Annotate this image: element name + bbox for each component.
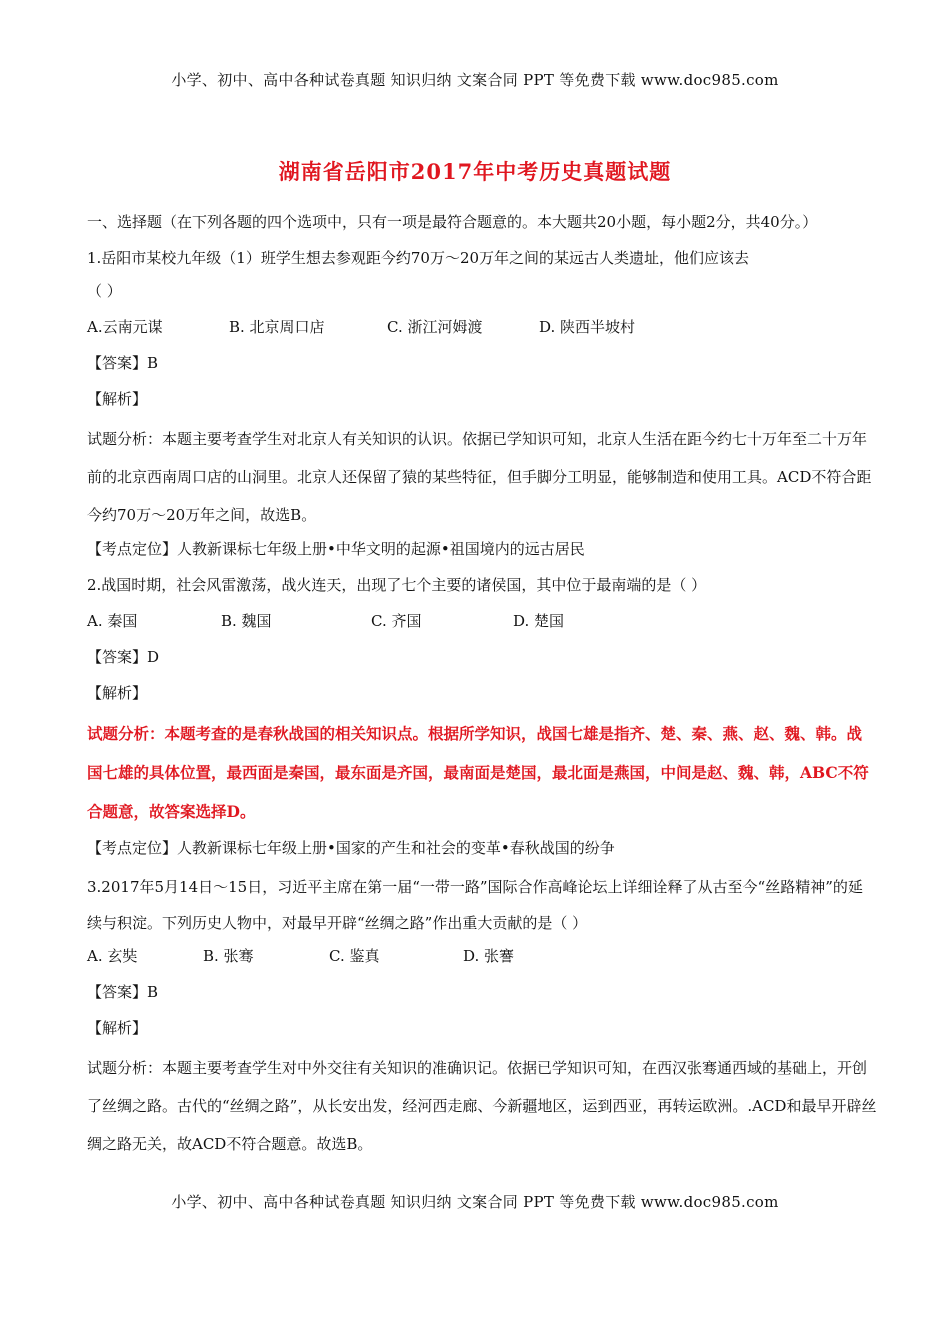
question-1-options xyxy=(87,312,877,348)
question-2-options xyxy=(87,606,877,642)
option-b: B. 魏国 xyxy=(221,612,272,630)
section-instructions: 一、选择题（在下列各题的四个选项中，只有一项是最符合题意的。本大题共20小题，每小题2分，共40分。） xyxy=(87,213,818,231)
document-body xyxy=(87,204,877,1163)
question-1-point: 【考点定位】人教新课标七年级上册•中华文明的起源•祖国境内的远古居民 xyxy=(87,540,585,558)
page-header: 小学、初中、高中各种试卷真题 知识归纳 文案合同 PPT 等免费下载 www.doc985.com xyxy=(171,71,779,89)
page-footer: 小学、初中、高中各种试卷真题 知识归纳 文案合同 PPT 等免费下载 www.doc985.com xyxy=(171,1193,779,1211)
option-a: A. 秦国 xyxy=(87,612,138,630)
option-c: C. 浙江河姆渡 xyxy=(387,318,483,336)
option-d: D. 张謇 xyxy=(463,947,515,965)
option-c: C. 齐国 xyxy=(371,612,422,630)
question-1-analysis: 试题分析：本题主要考查学生对北京人有关知识的认识。依据已学知识可知，北京人生活在距今约七十万年至二十万年前的北京西南周口店的山洞里。北京人还保留了猿的某些特征，但手脚分工明显，能够制造和使用工具。ACD不符合距今约70万～20万年之间，故选B。 xyxy=(87,430,872,524)
question-2-stem: 2.战国时期，社会风雷激荡，战火连天，出现了七个主要的诸侯国，其中位于最南端的是（ ） xyxy=(87,576,707,594)
page-title: 湖南省岳阳市2017年中考历史真题试题 xyxy=(278,159,672,184)
question-1-analysis-label: 【解析】 xyxy=(87,390,148,408)
question-3-options xyxy=(87,941,877,977)
question-3-analysis: 试题分析：本题主要考查学生对中外交往有关知识的准确识记。依据已学知识可知，在西汉张骞通西域的基础上，开创了丝绸之路。古代的“丝绸之路”，从长安出发，经河西走廊、今新疆地区，运到西亚，再转运欧洲。.ACD和最早开辟丝绸之路无关，故ACD不符合题意。故选B。 xyxy=(87,1059,877,1153)
question-2-point: 【考点定位】人教新课标七年级上册•国家的产生和社会的变革•春秋战国的纷争 xyxy=(87,839,615,857)
question-1-stem: 1.岳阳市某校九年级（1）班学生想去参观距今约70万～20万年之间的某远古人类遗址，他们应该去 xyxy=(87,249,750,267)
option-d: D. 楚国 xyxy=(513,612,565,630)
question-3-answer: 【答案】B xyxy=(87,983,159,1001)
question-3-stem: 3.2017年5月14日～15日，习近平主席在第一届“一带一路”国际合作高峰论坛上详细诠释了从古至今“丝路精神”的延续与积淀。下列历史人物中，对最早开辟“丝绸之路”作出重大贡献的是（ ） xyxy=(87,878,863,932)
option-d: D. 陕西半坡村 xyxy=(539,318,636,336)
question-1-paren: （ ） xyxy=(87,282,122,300)
question-2-analysis-label: 【解析】 xyxy=(87,684,148,702)
option-a: A. 玄奘 xyxy=(87,947,138,965)
question-2-answer: 【答案】D xyxy=(87,648,160,666)
option-b: B. 张骞 xyxy=(203,947,254,965)
option-c: C. 鉴真 xyxy=(329,947,380,965)
option-a: A.云南元谋 xyxy=(87,318,163,336)
question-2-analysis: 试题分析：本题考查的是春秋战国的相关知识点。根据所学知识，战国七雄是指齐、楚、秦、燕、赵、魏、韩。战国七雄的具体位置，最西面是秦国，最东面是齐国，最南面是楚国，最北面是燕国，中间是赵、魏、韩，ABC不符合题意，故答案选择D。 xyxy=(87,724,869,821)
question-3-analysis-label: 【解析】 xyxy=(87,1019,148,1037)
question-1-answer: 【答案】B xyxy=(87,354,159,372)
option-b: B. 北京周口店 xyxy=(229,318,325,336)
